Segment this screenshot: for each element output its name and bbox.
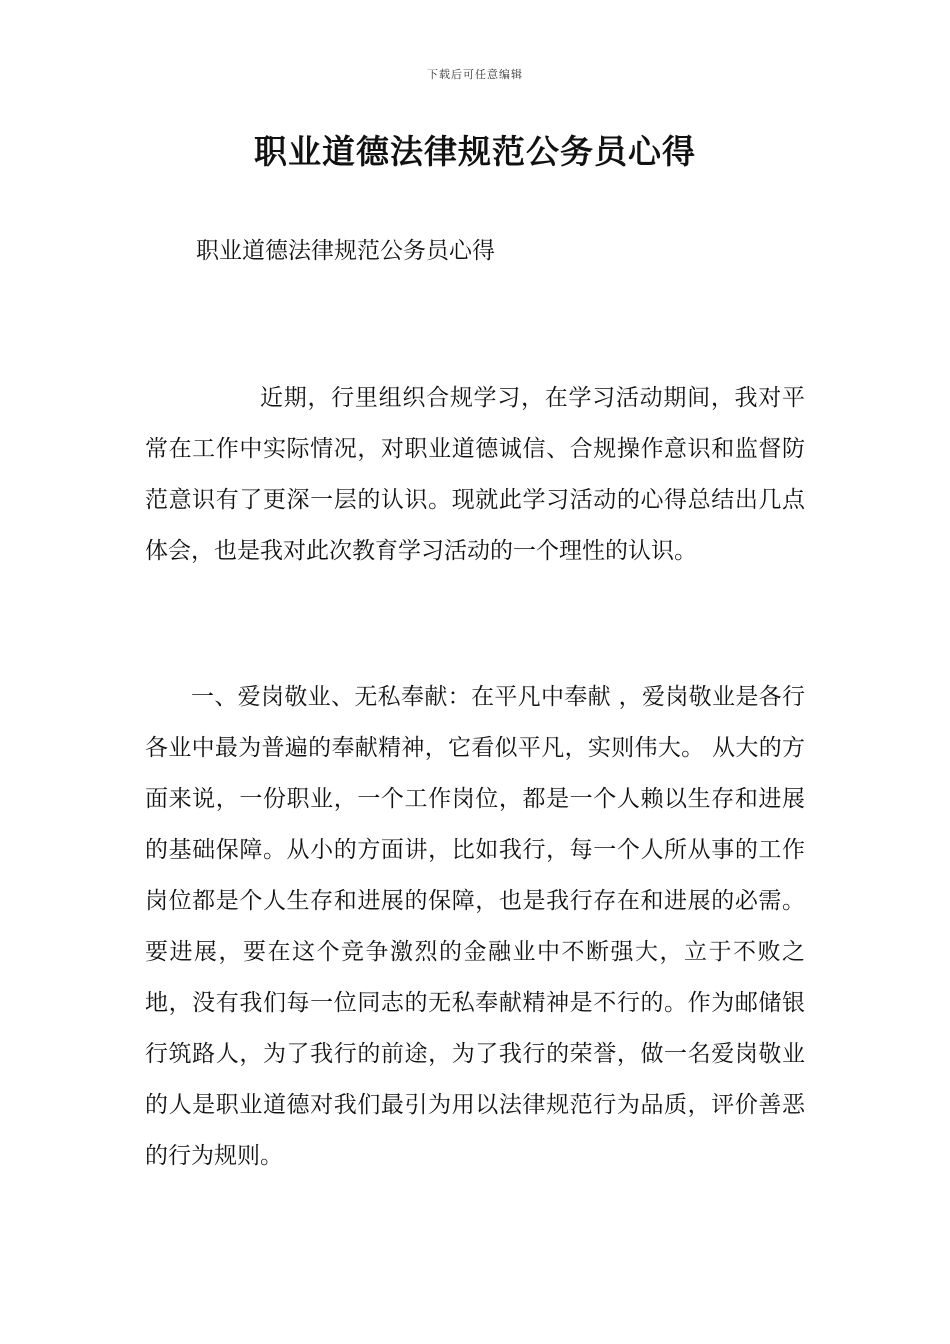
- intro-paragraph: 近期，行里组织合规学习，在学习活动期间，我对平常在工作中实际情况，对职业道德诚信、合规操作意识和监督防范意识有了更深一层的认识。现就此学习活动的心得总结出几点体会，也是我对此次教育学习活动的一个理性的认识。: [145, 385, 805, 564]
- section-one-paragraph: 一、爱岗敬业、无私奉献：在平凡中奉献 ，爱岗敬业是各行各业中最为普遍的奉献精神，它看似平凡，实则伟大。 从大的方面来说，一份职业，一个工作岗位，都是一个人赖以生存和进展的基础保障。从小的方面讲，比如我行，每一个人所从事的工作岗位都是个人生存和进展的保障，也是我行存在和进展的必需。要进展，要在这个竞争激烈的金融业中不断强大，立于不败之地，没有我们每一位同志的无私奉献精神是不行的。作为邮储银行筑路人，为了我行的前途，为了我行的荣誉，做一名爱岗敬业的人是职业道德对我们最引为用以法律规范行为品质，评价善恶的行为规则。: [145, 684, 805, 1169]
- header-note: 下载后可任意编辑: [427, 68, 523, 81]
- document-title: 职业道德法律规范公务员心得: [254, 132, 696, 171]
- document-subtitle: 职业道德法律规范公务员心得: [196, 238, 495, 264]
